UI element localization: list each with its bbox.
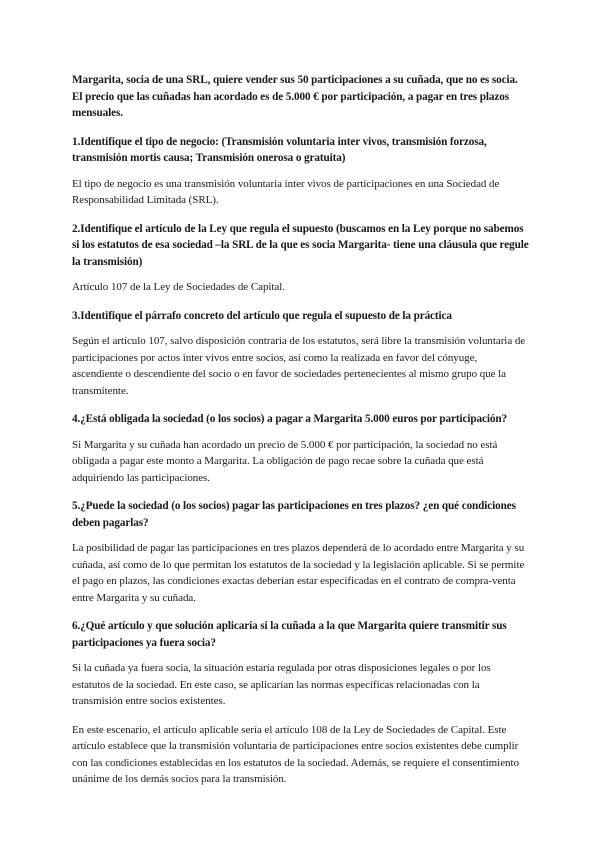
question-4: 4.¿Está obligada la sociedad (o los socios) a pagar a Margarita 5.000 euros por participación? <box>72 413 507 425</box>
answer-2: Artículo 107 de la Ley de Sociedades de Capital. <box>72 281 285 293</box>
question-5: 5.¿Puede la sociedad (o los socios) pagar las participaciones en tres plazos? ¿en qué condiciones deben pagarlas? <box>72 500 516 529</box>
answer-5: La posibilidad de pagar las participaciones en tres plazos dependerá de lo acordado entre Margarita y su cuñada, así como de lo que permitan los estatutos de la sociedad y la legislación aplicable. Si se permite el pago en plazos, las condiciones exactas deberían estar especificadas en el contrato de compra-venta entre Margarita y su cuñada. <box>72 542 525 604</box>
answer-3: Según el artículo 107, salvo disposición contraria de los estatutos, será libre la transmisión voluntaria de participaciones por actos inter vivos entre socios, así como la realizada en favor del cónyuge, ascendiente o descendiente del socio o en favor de sociedades pertenecientes al mismo grupo que la transmitente. <box>72 335 526 397</box>
answer-4: Si Margarita y su cuñada han acordado un precio de 5.000 € por participación, la sociedad no está obligada a pagar este monto a Margarita. La obligación de pago recae sobre la cuñada que está adquiriendo las participaciones. <box>72 438 498 484</box>
answer-6a: Si la cuñada ya fuera socia, la situación estaría regulada por otras disposiciones legales o por los estatutos de la sociedad. En este caso, se aplicarían las normas específicas relacionadas con la transmisión entre socios existentes. <box>72 662 491 707</box>
question-6: 6.¿Qué artículo y que solución aplicaría si la cuñada a la que Margarita quiere transmitir sus participaciones ya fuera socia? <box>72 620 507 649</box>
question-1: 1.Identifique el tipo de negocio: (Transmisión voluntaria inter vivos, transmisión forzosa, transmisión mortis causa; Transmisión onerosa o gratuita) <box>72 135 487 164</box>
intro-statement: Margarita, socia de una SRL, quiere vender sus 50 participaciones a su cuñada, que no es socia. El precio que las cuñadas han acordado es de 5.000 € por participación, a pagar en tres plazos mensuales. <box>72 74 518 119</box>
answer-6b: En este escenario, el artículo aplicable sería el artículo 108 de la Ley de Sociedades de Capital. Este artículo establece que la transmisión voluntaria de participaciones entre socios existentes debe cumplir con las condiciones establecidas en los estatutos de la sociedad. Además, se requiere el consentimiento unánime de los demás socios para la transmisión. <box>72 723 519 785</box>
question-2: 2.Identifique el artículo de la Ley que regula el supuesto (buscamos en la Ley porque no sabemos si los estatutos de esa sociedad –la SRL de la que es socia Margarita- tiene una cláusula que regule la transmisión) <box>72 222 529 268</box>
question-3: 3.Identifique el párrafo concreto del artículo que regula el supuesto de la práctica <box>72 309 452 322</box>
answer-1: El tipo de negocio es una transmisión voluntaria inter vivos de participaciones en una Sociedad de Responsabilidad Limitada (SRL). <box>72 177 500 206</box>
